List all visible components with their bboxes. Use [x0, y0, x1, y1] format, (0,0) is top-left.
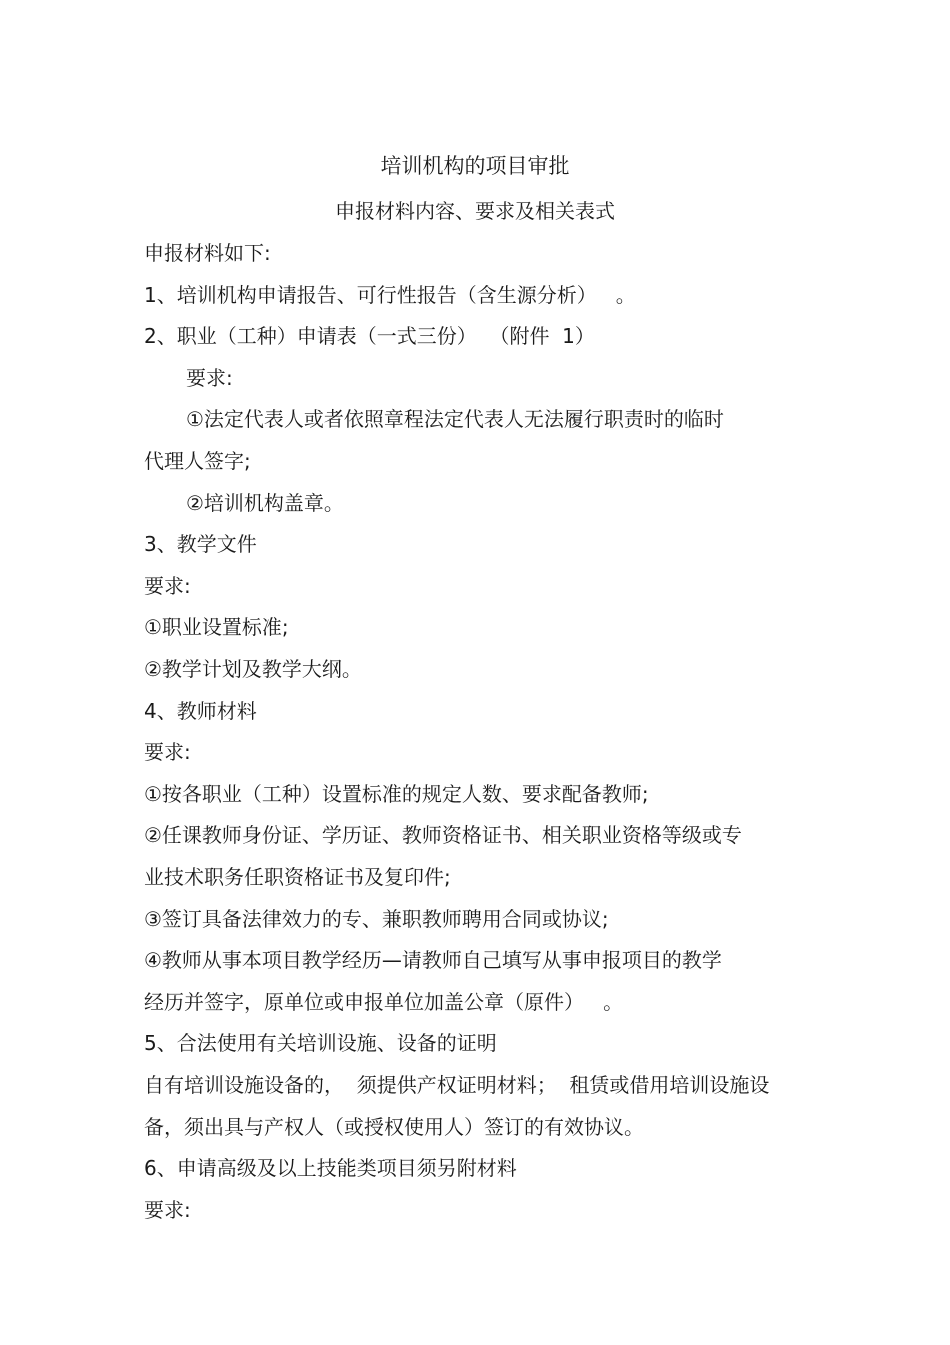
document-subtitle: 申报材料内容、要求及相关表式 — [335, 199, 615, 223]
requirement-label: 要求: — [144, 1198, 191, 1222]
item-2: 2、职业（工种）申请表（一式三份） （附件 1） — [144, 324, 595, 348]
requirement-line: ②教学计划及教学大纲。 — [144, 657, 362, 681]
requirement-line: ②培训机构盖章。 — [186, 491, 344, 515]
requirement-line: ②任课教师身份证、学历证、教师资格证书、相关职业资格等级或专 — [144, 823, 742, 847]
body-line: 自有培训设施设备的， 须提供产权证明材料； 租赁或借用培训设施设 — [144, 1073, 770, 1097]
item-6: 6、申请高级及以上技能类项目须另附材料 — [144, 1156, 517, 1180]
requirement-line: ③签订具备法律效力的专、兼职教师聘用合同或协议; — [144, 907, 609, 931]
requirement-label: 要求: — [144, 740, 191, 764]
body-line: 备，须出具与产权人（或授权使用人）签订的有效协议。 — [144, 1115, 644, 1139]
item-5: 5、合法使用有关培训设施、设备的证明 — [144, 1031, 497, 1055]
requirement-line: ①法定代表人或者依照章程法定代表人无法履行职责时的临时 — [186, 407, 724, 431]
requirement-label: 要求: — [144, 574, 191, 598]
item-3: 3、教学文件 — [144, 532, 257, 556]
requirement-line: 业技术职务任职资格证书及复印件; — [144, 865, 451, 889]
document-title: 培训机构的项目审批 — [380, 154, 570, 178]
item-1: 1、培训机构申请报告、可行性报告（含生源分析） 。 — [144, 283, 636, 307]
requirement-line: ④教师从事本项目教学经历—请教师自己填写从事申报项目的教学 — [144, 948, 722, 972]
requirement-line: ①职业设置标准; — [144, 615, 289, 639]
item-4: 4、教师材料 — [144, 699, 257, 723]
requirement-line: ①按各职业（工种）设置标准的规定人数、要求配备教师; — [144, 782, 649, 806]
requirement-line: 代理人签字; — [144, 449, 251, 473]
requirement-label: 要求: — [186, 366, 233, 390]
requirement-line: 经历并签字，原单位或申报单位加盖公章（原件） 。 — [144, 990, 624, 1014]
intro-line: 申报材料如下: — [144, 241, 271, 265]
